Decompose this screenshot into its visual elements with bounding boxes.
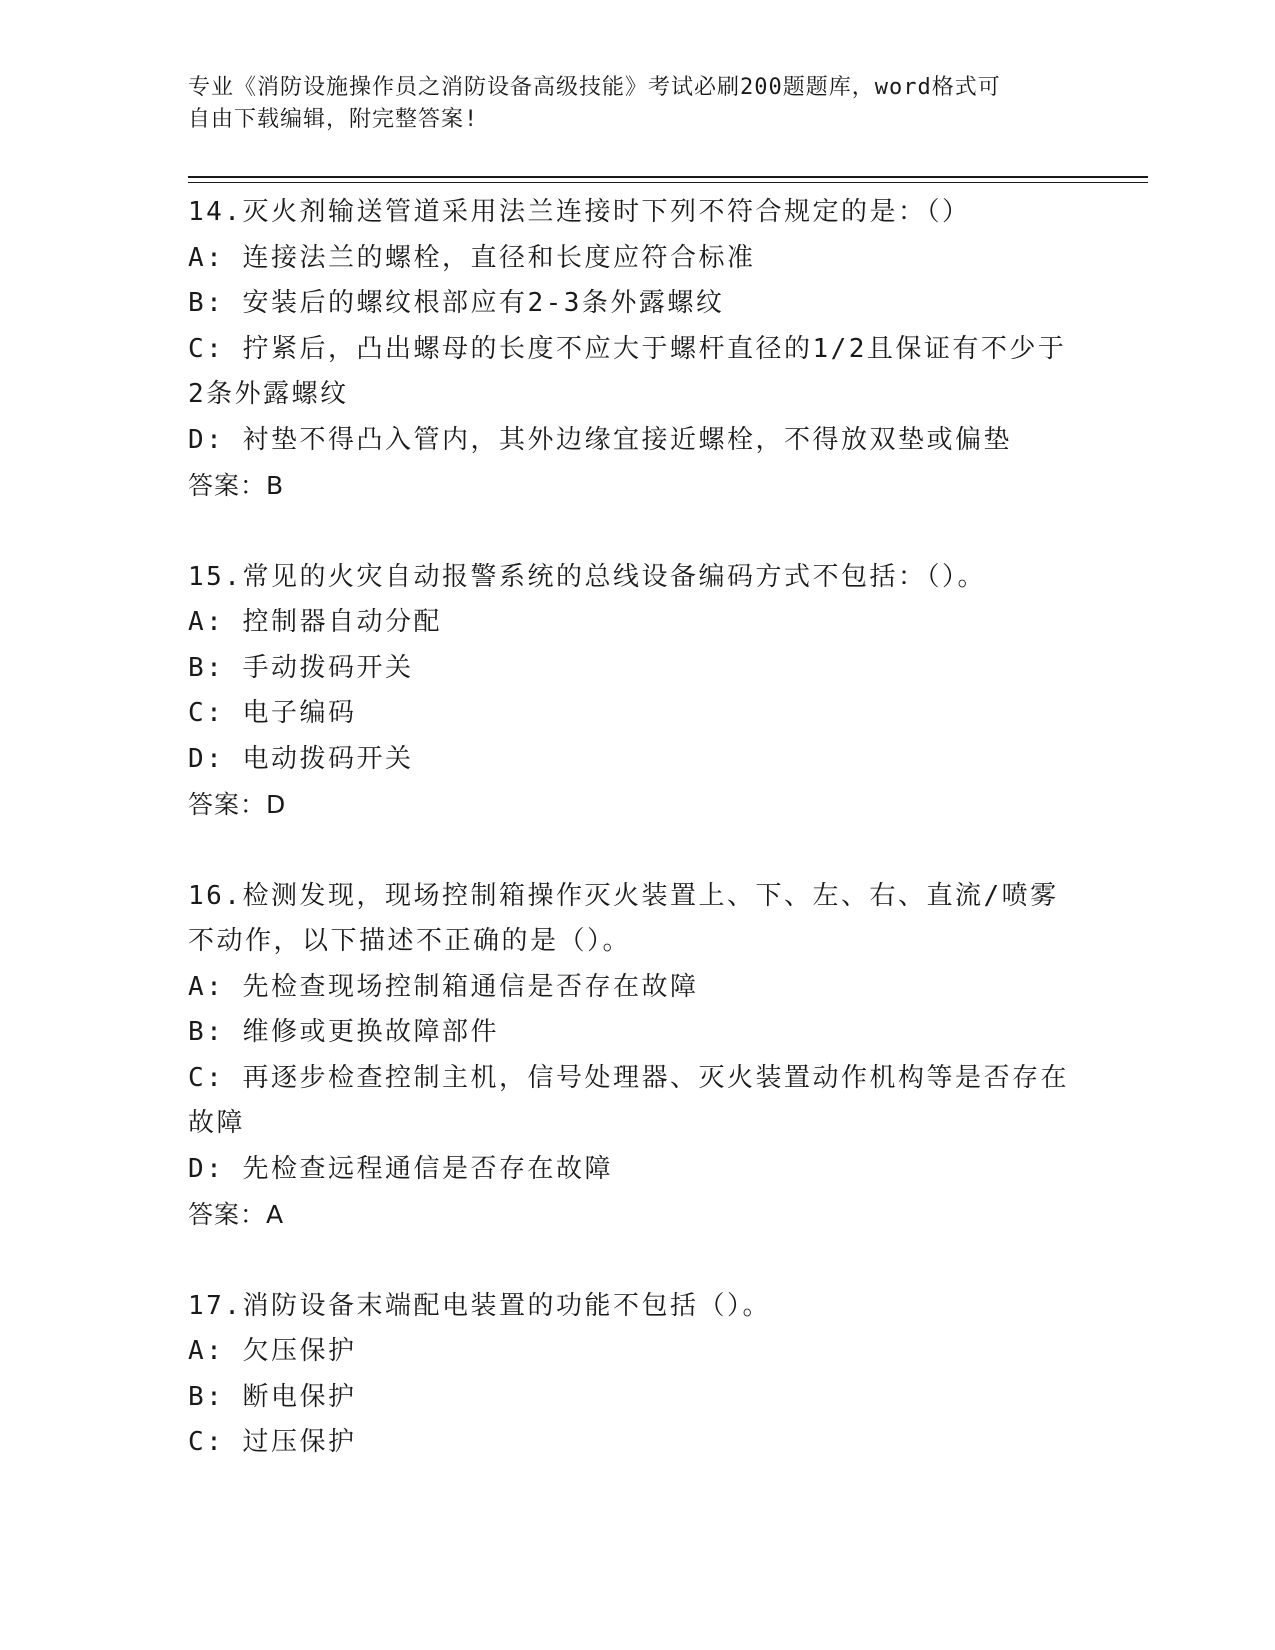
question-list xyxy=(188,190,1088,1466)
option-c: C: 过压保护 xyxy=(188,1427,357,1457)
document-header xyxy=(188,72,1068,136)
option-b: B: 手动拨码开关 xyxy=(188,652,414,683)
option-d: D: 电动拨码开关 xyxy=(188,743,414,774)
question-stem: 17.消防设备末端配电装置的功能不包括（）。 xyxy=(188,1290,771,1321)
option-d: D: 先检查远程通信是否存在故障 xyxy=(188,1153,613,1184)
header-line-1: 专业《消防设施操作员之消防设备高级技能》考试必刷200题题库，word格式可 xyxy=(188,75,1001,100)
option-c-continued: 故障 xyxy=(188,1108,246,1138)
header-divider-thin xyxy=(188,182,1148,183)
answer-line: 答案：B xyxy=(188,471,285,500)
question-15 xyxy=(188,555,1088,828)
option-c: C: 拧紧后，凸出螺母的长度不应大于螺杆直径的1/2且保证有不少于 xyxy=(188,333,1067,364)
question-stem: 15.常见的火灾自动报警系统的总线设备编码方式不包括：（）。 xyxy=(188,561,986,592)
question-14 xyxy=(188,190,1088,509)
question-stem: 14.灭火剂输送管道采用法兰连接时下列不符合规定的是：（） xyxy=(188,197,971,227)
option-c: C: 电子编码 xyxy=(188,698,357,728)
option-a: A: 连接法兰的螺栓，直径和长度应符合标准 xyxy=(188,242,756,273)
question-16 xyxy=(188,874,1088,1238)
question-17 xyxy=(188,1284,1088,1466)
option-b: B: 维修或更换故障部件 xyxy=(188,1017,499,1047)
answer-line: 答案：D xyxy=(188,790,287,819)
option-c-continued: 2条外露螺纹 xyxy=(188,379,349,409)
answer-line: 答案：A xyxy=(188,1200,285,1229)
option-a: A: 欠压保护 xyxy=(188,1336,357,1366)
option-a: A: 先检查现场控制箱通信是否存在故障 xyxy=(188,971,699,1002)
option-b: B: 断电保护 xyxy=(188,1381,357,1412)
header-line-2: 自由下载编辑，附完整答案! xyxy=(188,107,479,132)
question-stem: 16.检测发现，现场控制箱操作灭火装置上、下、左、右、直流/喷雾 xyxy=(188,880,1059,911)
option-a: A: 控制器自动分配 xyxy=(188,607,442,637)
option-b: B: 安装后的螺纹根部应有2-3条外露螺纹 xyxy=(188,288,725,318)
option-d: D: 衬垫不得凸入管内，其外边缘宜接近螺栓，不得放双垫或偏垫 xyxy=(188,424,1012,455)
header-divider-thick xyxy=(188,176,1148,178)
question-stem-continued: 不动作，以下描述不正确的是（）。 xyxy=(188,926,632,956)
option-c: C: 再逐步检查控制主机，信号处理器、灭火装置动作机构等是否存在 xyxy=(188,1062,1069,1093)
